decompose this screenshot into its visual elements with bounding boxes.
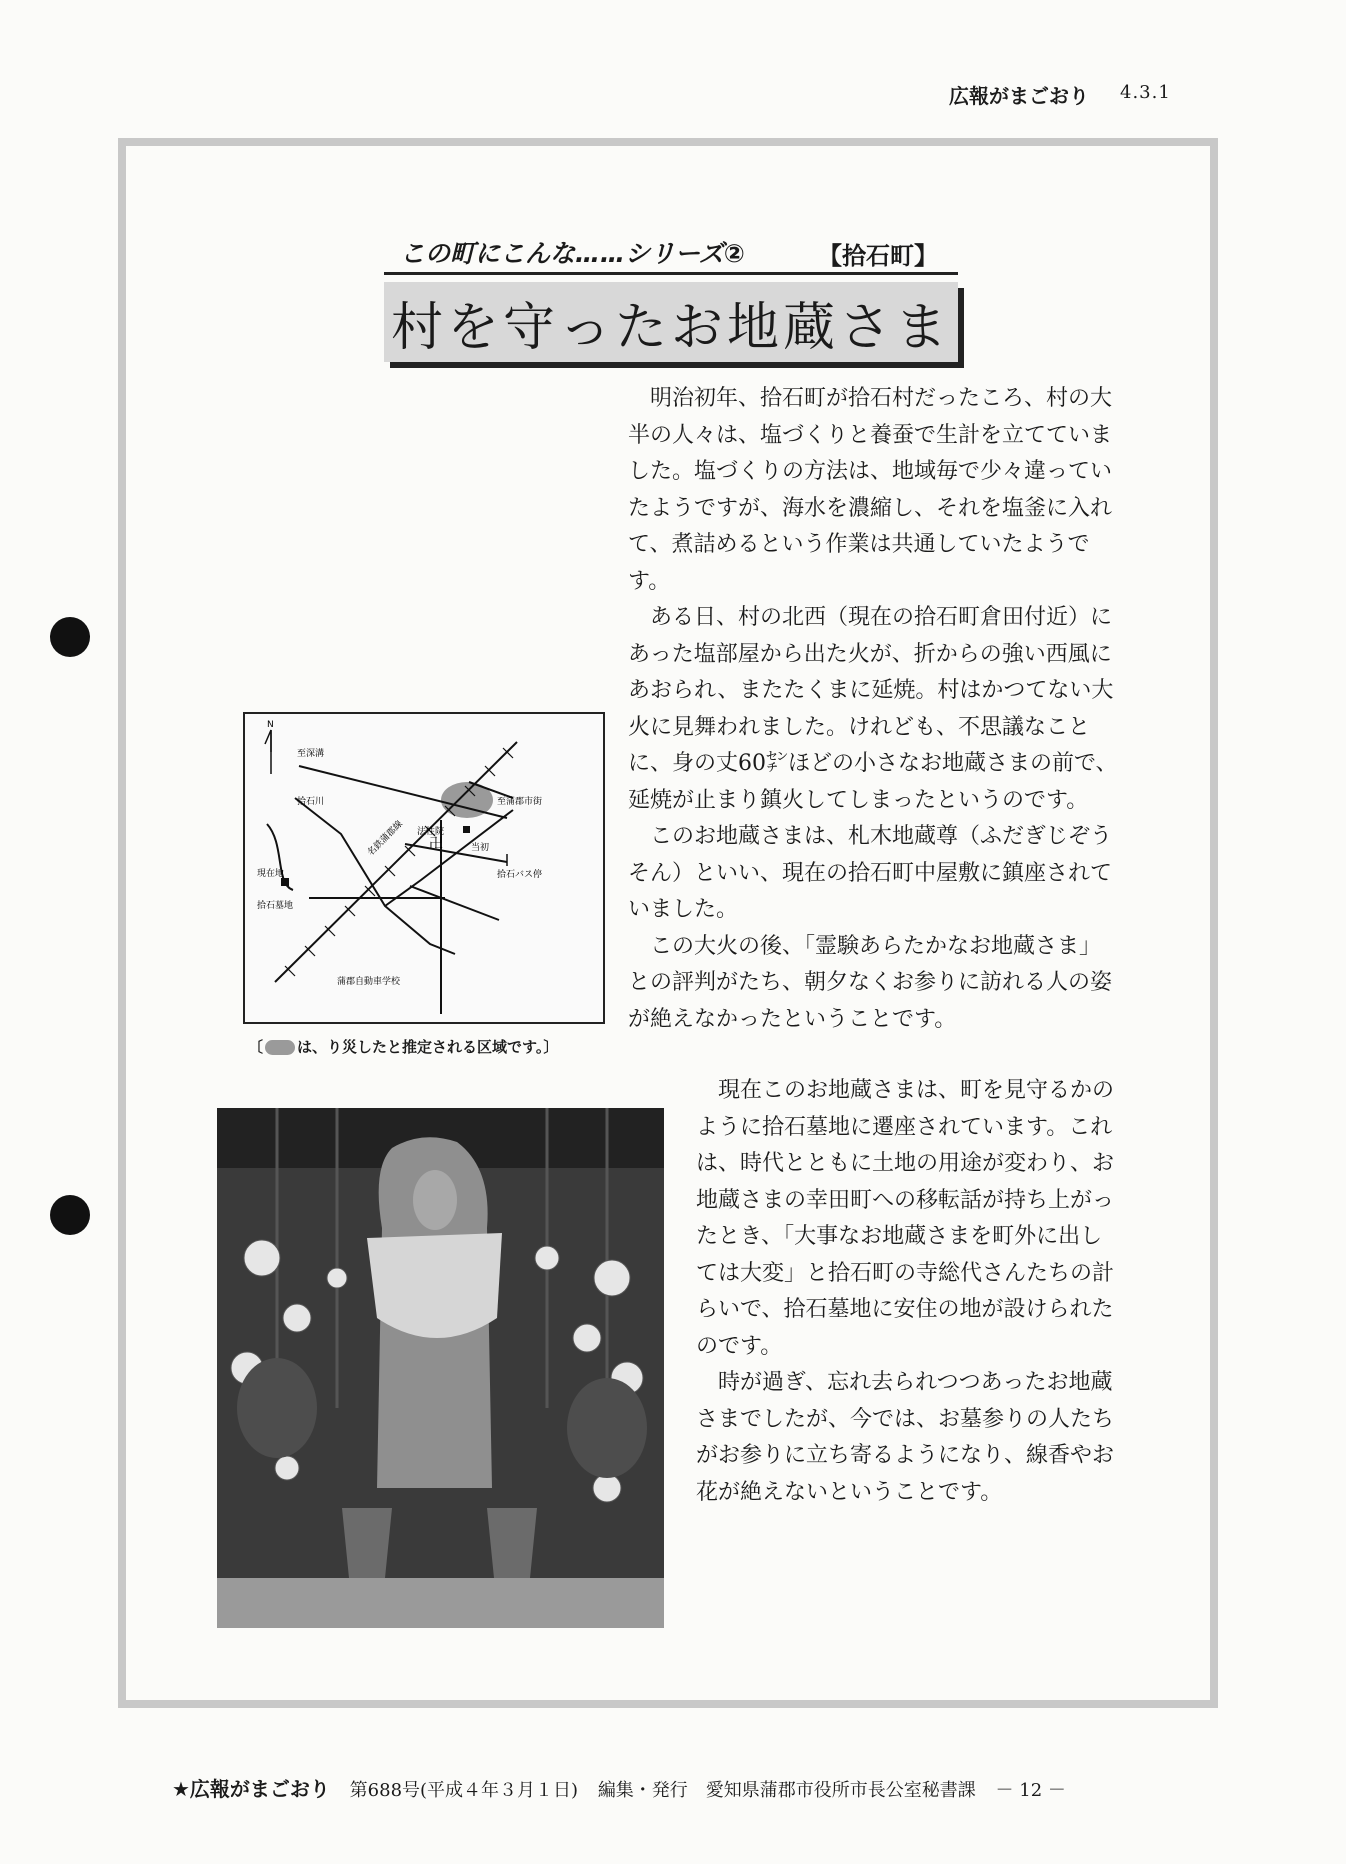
- paragraph: 現在このお地蔵さまは、町を見守るかのように拾石墓地に遷座されています。これは、時代とともに土地の用途が変わり、お地蔵さまの幸田町への移転話が持ち上がったとき、「大事なお地蔵さまを町外に出しては大変」と拾石町の寺総代さんたちの計らいで、拾石墓地に安住の地が設けられたのです。: [696, 1078, 1115, 1359]
- binder-hole: [50, 617, 90, 657]
- footer-editor: 編集・発行 愛知県蒲郡市役所市長公室秘書課: [597, 1780, 976, 1801]
- footer-issue: 第688号(平成４年３月１日): [349, 1780, 579, 1801]
- map-label: 至蒲郡市街: [497, 797, 543, 807]
- map-label: 拾石墓地: [257, 901, 294, 911]
- header-date: 4.3.1: [1120, 82, 1171, 103]
- article-column-2: [696, 1073, 1120, 1511]
- map-label: 拾石バス停: [497, 870, 543, 880]
- map-label: 蒲郡自動車学校: [337, 977, 401, 987]
- paragraph: 時が過ぎ、忘れ去られつつあったお地蔵さまでしたが、今では、お墓参りの人たちがお参りに立ち寄るようになり、線香やお花が絶えないということです。: [696, 1370, 1115, 1505]
- map-caption-bracket: 〔: [248, 1038, 264, 1056]
- paragraph: このお地蔵さまは、札木地蔵尊（ふだぎじぞうそん）といい、現在の拾石町中屋敷に鎮座されていました。: [628, 824, 1113, 922]
- map-caption-text: は、り災したと推定される区域です。〕: [297, 1038, 559, 1056]
- title-rule: [384, 272, 958, 275]
- town-label: 【拾石町】: [818, 242, 938, 270]
- paragraph: この大火の後、「霊験あらたかなお地蔵さま」との評判がたち、朝夕なくお参りに訪れる人の姿が絶えなかったということです。: [628, 933, 1113, 1032]
- map-label: 拾石川: [297, 797, 325, 807]
- map-label: 至深溝: [297, 749, 325, 759]
- page-number: － 12 －: [995, 1780, 1066, 1801]
- paragraph: 明治初年、拾石町が拾石村だったころ、村の大半の人々は、塩づくりと養蚕で生計を立てていました。塩づくりの方法は、地域毎で少々違っていたようですが、海水を濃縮し、それを塩釜に入れて、煮詰めるという作業は共通していたようです。: [628, 386, 1113, 594]
- jizo-photo: [217, 1108, 664, 1628]
- series-label: この町にこんな……シリーズ②: [400, 239, 745, 268]
- legend-swatch: [265, 1040, 295, 1055]
- map-label: 法性院: [417, 827, 445, 837]
- map-label: 現在地: [257, 869, 285, 879]
- map-label: 名鉄蒲郡線: [366, 819, 405, 859]
- location-map: [243, 712, 605, 1024]
- header-publication: 広報がまごおり: [949, 84, 1089, 108]
- article-title: 村を守ったお地蔵さま: [390, 297, 951, 358]
- temple-icon: 卍: [429, 836, 443, 852]
- article-column-1: [628, 381, 1120, 1038]
- paragraph: ある日、村の北西（現在の拾石町倉田付近）にあった塩部屋から出た火が、折からの強い西風にあおられ、またたくまに延焼。村はかつてない大火に見舞われました。けれども、不思議なことに、身の丈60㌢ほどの小さなお地蔵さまの前で、延焼が止まり鎮火してしまったというのです。: [628, 605, 1118, 813]
- map-label: 当初: [471, 843, 490, 853]
- map-caption: [248, 1036, 558, 1057]
- footer: [172, 1773, 1232, 1802]
- map-north-label: N: [267, 720, 274, 730]
- binder-hole: [50, 1195, 90, 1235]
- footer-publication: ★広報がまごおり: [172, 1777, 330, 1801]
- title-box: [384, 282, 958, 362]
